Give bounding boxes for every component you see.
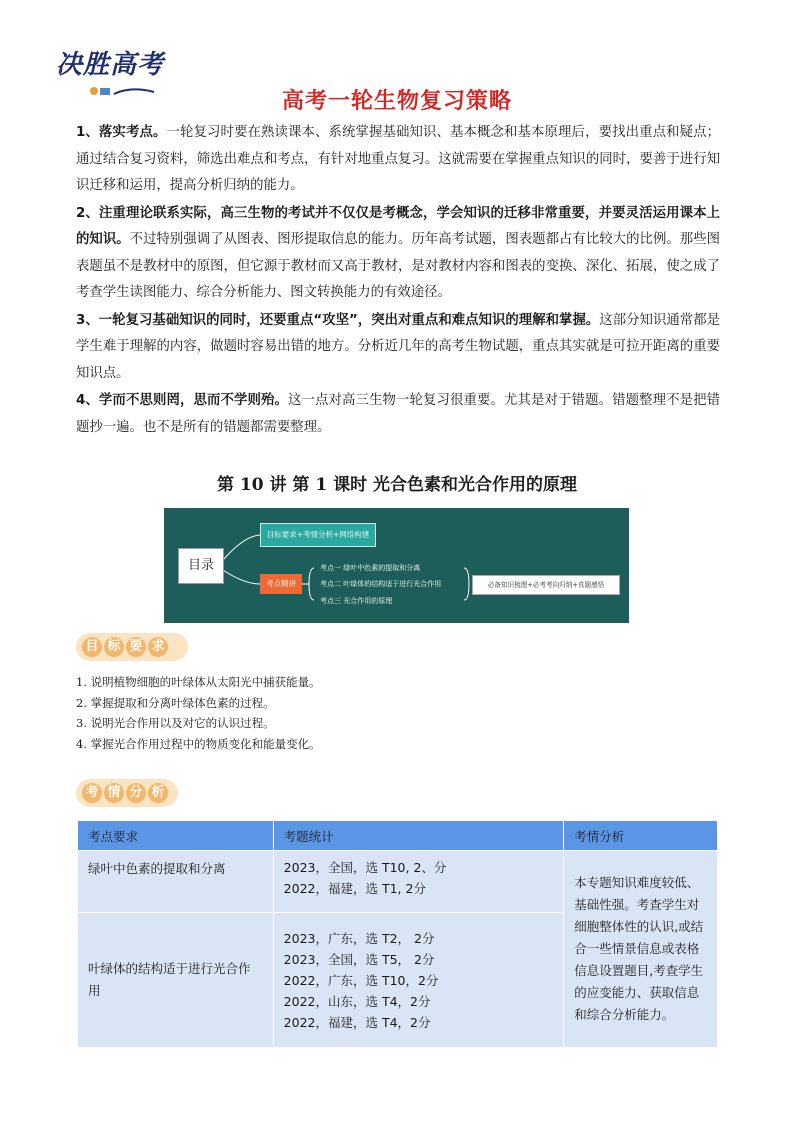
lecture-title: 第 10 讲 第 1 课时 光合色素和光合作用的原理 <box>217 475 577 495</box>
strategy-heading: 3、一轮复习基础知识的同时，还要重点“攻坚”，突出对重点和难点知识的理解和掌握。 <box>76 312 600 328</box>
badge-char: 求 <box>148 637 168 657</box>
badge-char: 情 <box>104 783 124 803</box>
badge-char: 分 <box>126 783 146 803</box>
stat-line: 2023，全国，选 T5， 2分 <box>283 951 435 967</box>
table-cell-stats <box>273 913 564 1048</box>
stat-line: 2022，广东，选 T10，2分 <box>283 972 439 988</box>
diagram-point: 考点二 叶绿体的结构适于进行光合作用 <box>320 580 442 588</box>
goal-item: 3. 说明光合作用以及对它的认识过程。 <box>76 716 275 730</box>
diagram-node-key-points: 考点精讲 <box>260 574 302 594</box>
contents-diagram <box>164 508 629 623</box>
diagram-point: 考点三 光合作用的原理 <box>320 597 393 605</box>
stat-line: 2023，广东，选 T2， 2分 <box>283 930 435 946</box>
strategy-text: 这一点对高三生物一轮复习很重要。尤其是对于错题。错题整理不是把错题抄一遍。也不是所有的错题都需要整理。 <box>76 393 720 435</box>
exam-analysis-table <box>77 820 718 1048</box>
table-header-row <box>78 821 718 851</box>
stat-line: 2022，福建，选 T4，2分 <box>283 1014 431 1030</box>
goals-badge <box>76 633 188 661</box>
table-cell-requirement: 绿叶中色素的提取和分离 <box>78 851 274 913</box>
table-cell-analysis: 本专题知识难度较低、基础性强。考查学生对细胞整体性的认识,或结合一些情景信息或表格信息设置题目,考查学生的应变能力、获取信息和综合分析能力。 <box>564 851 718 1048</box>
document-title: 高考一轮生物复习策略 <box>281 89 512 114</box>
badge-char: 要 <box>126 637 146 657</box>
stat-line: 2022，山东，选 T4，2分 <box>283 993 431 1009</box>
strategy-paragraph <box>76 201 720 307</box>
strategy-text: 这部分知识通常都是学生难于理解的内容，做题时容易出错的地方。分析近几年的高考生物试题，重点其实就是可拉开距离的重要知识点。 <box>76 312 720 381</box>
table-cell-requirement: 叶绿体的结构适于进行光合作用 <box>78 913 274 1048</box>
stat-line: 2023，全国，选 T10, 2、分 <box>283 860 447 875</box>
strategy-text: 不过特别强调了从图表、图形提取信息的能力。历年高考试题，图表题都占有比较大的比例。那些图表题虽不是教材中的原图，但它源于教材而又高于教材，是对教材内容和图表的变换、深化、拓展，使之成了考查学生读图能力、综合分析能力、图文转换能力的有效途径。 <box>76 232 720 300</box>
diagram-node-overview: 目标要求+考情分析+网络构建 <box>260 523 376 547</box>
table-cell-stats <box>273 851 564 913</box>
analysis-badge <box>76 779 178 807</box>
badge-char: 考 <box>82 783 102 803</box>
goal-item: 1. 说明植物细胞的叶绿体从太阳光中捕获能量。 <box>76 675 321 689</box>
strategy-text: 一轮复习时要在熟读课本、系统掌握基础知识、基本概念和基本原理后，要找出重点和疑点；通过结合复习资料，筛选出难点和考点，有针对地重点复习。这就需要在掌握重点知识的同时，要善于进行知识迁移和运用，提高分析归纳的能力。 <box>76 125 720 193</box>
badge-char: 目 <box>82 637 102 657</box>
diagram-point: 考点一 绿叶中色素的提取和分离 <box>320 564 421 572</box>
diagram-node-summary: 必备知识梳理+必考考向归纳+真题感悟 <box>472 575 620 595</box>
strategy-section <box>76 120 720 442</box>
goal-item: 2. 掌握提取和分离叶绿体色素的过程。 <box>76 695 275 710</box>
badge-char: 标 <box>104 637 124 657</box>
table-header: 考题统计 <box>273 821 564 851</box>
strategy-heading: 1、落实考点。 <box>76 125 167 140</box>
strategy-heading: 4、学而不思则罔，思而不学则殆。 <box>76 393 288 408</box>
strategy-heading: 2、注重理论联系实际，高三生物的考试并不仅仅是考概念，学会知识的迁移非常重要，并要灵活运用课本上的知识。 <box>76 205 720 247</box>
goal-item: 4. 掌握光合作用过程中的物质变化和能量变化。 <box>76 736 321 751</box>
stat-line: 2022，福建，选 T1, 2分 <box>283 881 426 896</box>
goals-list <box>76 672 321 754</box>
logo-text: 决胜高考 <box>56 50 165 80</box>
table-header: 考情分析 <box>564 821 718 851</box>
strategy-paragraph <box>76 308 720 388</box>
table-header: 考点要求 <box>78 821 274 851</box>
strategy-paragraph <box>76 388 720 441</box>
diagram-root: 目录 <box>178 548 224 584</box>
strategy-paragraph <box>76 120 720 200</box>
table-row <box>78 851 718 913</box>
badge-char: 析 <box>148 783 168 803</box>
